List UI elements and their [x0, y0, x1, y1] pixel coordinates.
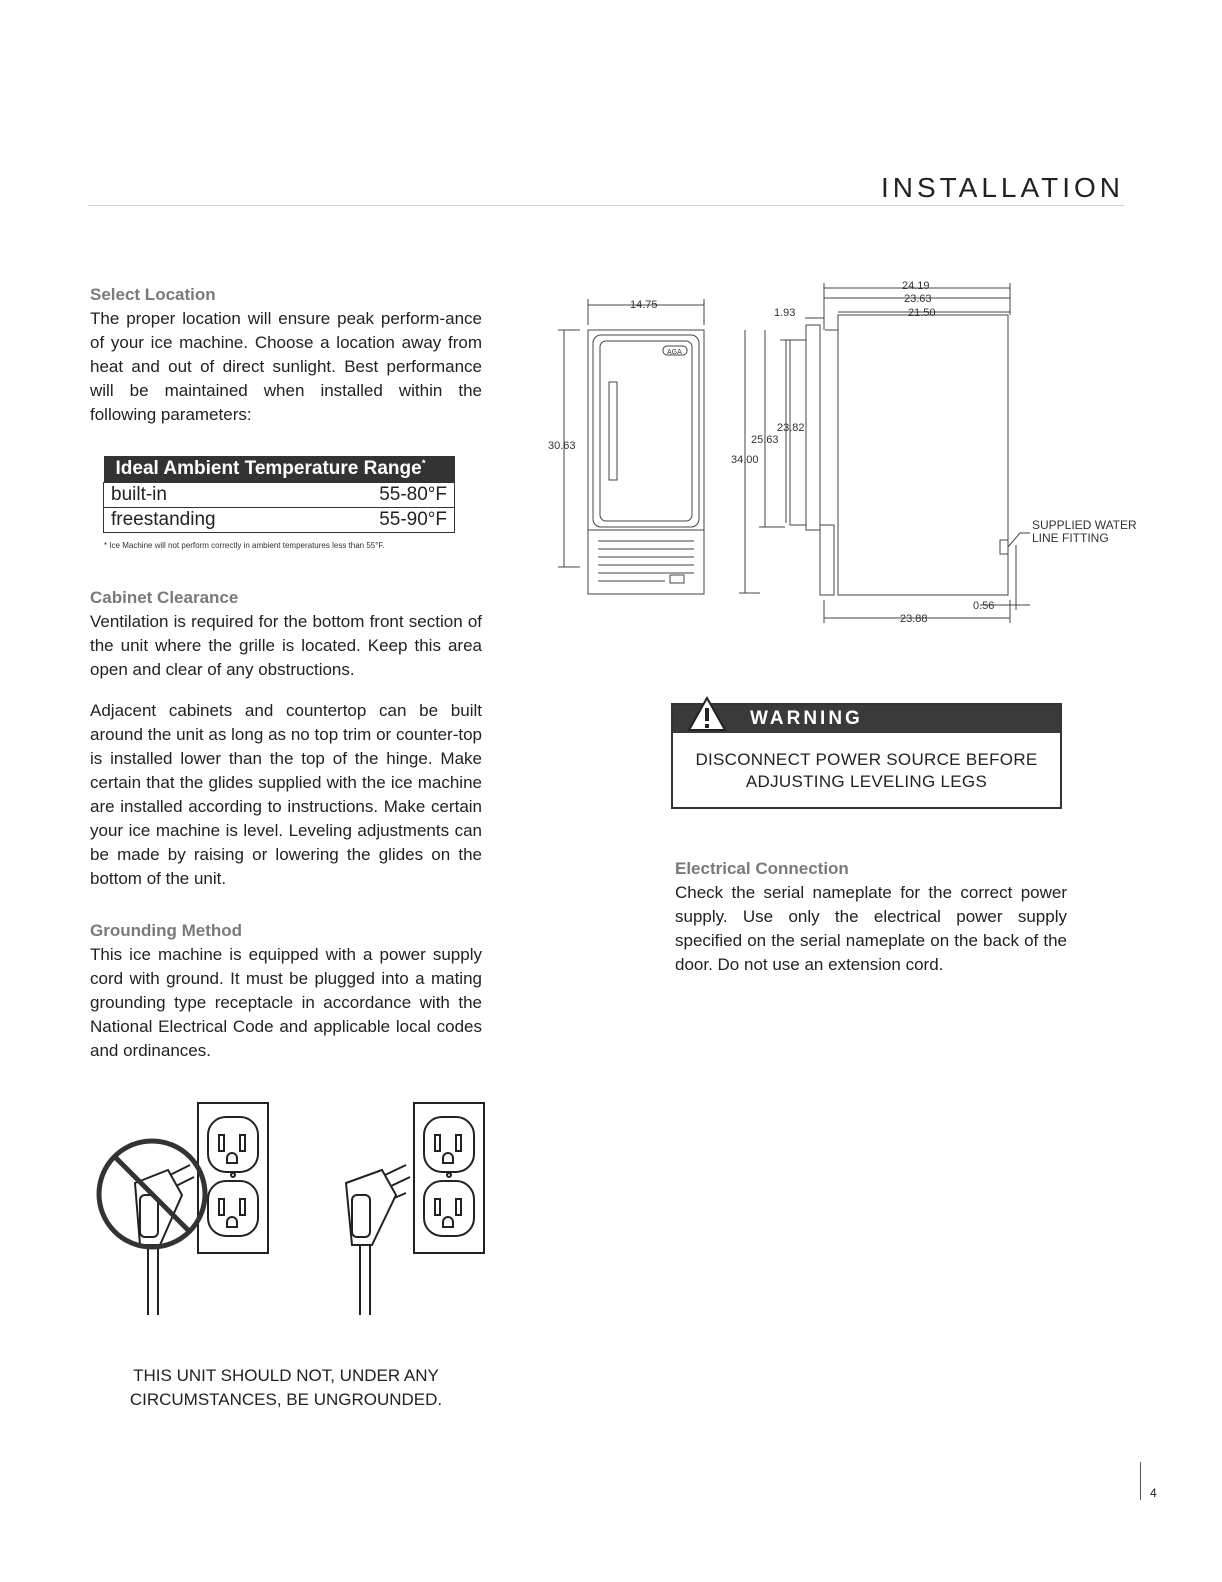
warning-label: WARNING [750, 708, 863, 729]
header-divider [88, 205, 1124, 206]
brand-logo-text: AGA [667, 349, 682, 356]
door-handle [609, 382, 617, 480]
dim-depth-3: 21.50 [908, 307, 936, 319]
warning-header [673, 705, 1060, 733]
cabinet-clearance-heading: Cabinet Clearance [90, 588, 239, 607]
warning-line-1: DISCONNECT POWER SOURCE BEFORE [695, 750, 1038, 769]
select-location-heading: Select Location [90, 285, 216, 304]
dim-depth-1: 24.19 [902, 280, 930, 292]
temperature-table-header: Ideal Ambient Temperature Range* [104, 456, 455, 483]
electrical-heading: Electrical Connection [675, 859, 849, 878]
electrical-body: Check the serial nameplate for the correct power supply. Use only the electrical power supply specified on the serial nameplate on the back of the door. Do not use an extension cord. [675, 883, 1067, 974]
dim-height-2: 25.63 [751, 434, 779, 446]
grounding-heading: Grounding Method [90, 921, 243, 940]
page-number-divider [1140, 1462, 1141, 1500]
table-row [104, 483, 455, 508]
dim-bottom-depth: 23.88 [900, 613, 928, 625]
warning-box [671, 703, 1062, 809]
dim-door-offset: 1.93 [774, 307, 796, 319]
select-location-body: The proper location will ensure peak perform-ance of your ice machine. Choose a location away from heat and out of direct sunlight. Best performance will be maintained when installed within the following parameters: [90, 309, 482, 424]
dim-rear-offset: 0.56 [973, 600, 995, 612]
temperature-table-wrapper [103, 456, 455, 533]
front-view-outline [588, 330, 704, 594]
warning-triangle-icon [687, 696, 727, 732]
table-cell-label: built-in [104, 483, 312, 508]
dim-height-3: 34.00 [731, 454, 759, 466]
dim-height-1: 23.82 [777, 422, 805, 434]
water-fitting-label-1: SUPPLIED WATER [1032, 518, 1137, 532]
cabinet-clearance-body-1: Ventilation is required for the bottom front section of the unit where the grille is located. Keep this area open and clear of any obstructions. [90, 612, 482, 679]
cabinet-clearance-body-2: Adjacent cabinets and countertop can be built around the unit as long as no top trim or counter-top is installed lower than the top of the hinge. Make certain that the glides supplied with the ice machine are installed according to instructions. Make certain your ice machine is level. Leveling adjustments can be made by raising or lowering the glides on the bottom of the unit. [90, 701, 482, 888]
page-number: 4 [1150, 1486, 1157, 1500]
page-title: INSTALLATION [880, 172, 1124, 203]
dimension-diagram [540, 275, 1150, 630]
plug-icon-grounded [346, 1165, 410, 1315]
side-view-outline [838, 315, 1008, 595]
warning-text [673, 749, 1060, 793]
dim-front-width: 14.75 [630, 299, 658, 311]
grounding-caption: THIS UNIT SHOULD NOT, UNDER ANY CIRCUMSTANCES, BE UNGROUNDED. [129, 1366, 443, 1409]
front-grille [588, 530, 704, 594]
temperature-footnote: * Ice Machine will not perform correctly in ambient temperatures less than 55°F. [104, 541, 385, 550]
table-cell-label: freestanding [104, 508, 312, 533]
outlet-illustration-wrong [198, 1103, 268, 1253]
grounding-body: This ice machine is equipped with a power supply cord with ground. It must be plugged into a mating grounding type receptacle in accordance with the National Electrical Code and applicable local codes and ordinances. [90, 945, 482, 1060]
plug-illustration [90, 1095, 490, 1320]
outlet-illustration-correct [414, 1103, 484, 1253]
table-cell-value: 55-90°F [311, 508, 454, 533]
temperature-table [103, 456, 455, 533]
table-cell-value: 55-80°F [311, 483, 454, 508]
dim-front-height: 30.63 [548, 440, 576, 452]
table-row [104, 508, 455, 533]
water-fitting-label-2: LINE FITTING [1032, 531, 1109, 545]
dim-depth-2: 23.63 [904, 293, 932, 305]
warning-line-2: ADJUSTING LEVELING LEGS [745, 772, 988, 791]
